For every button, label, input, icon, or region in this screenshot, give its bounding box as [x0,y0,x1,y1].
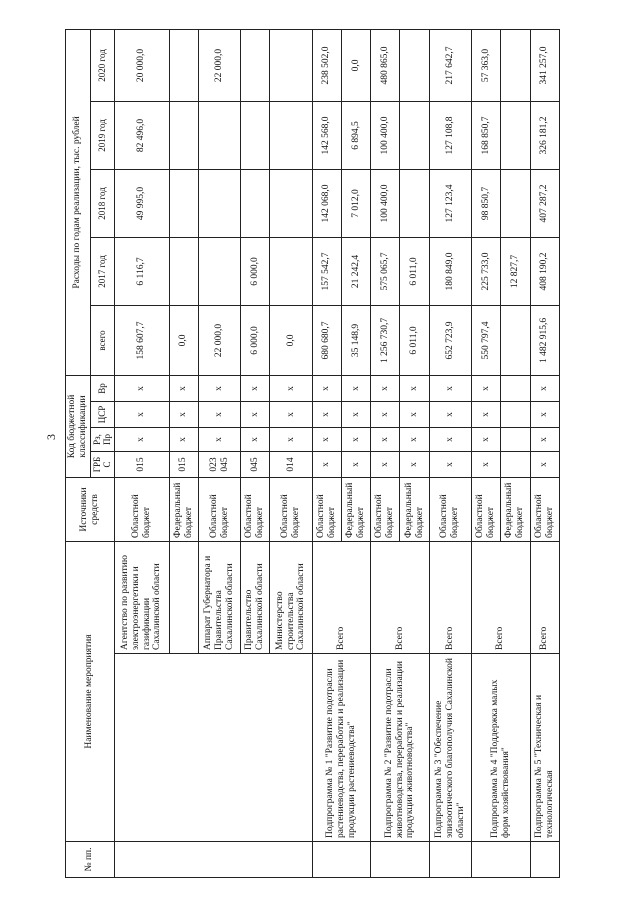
rzpr-cell: х [341,428,370,452]
year-2019-cell: 6 894,5 [341,101,370,169]
rzpr-cell: х [400,428,429,452]
source-cell: Областной бюджет [471,478,500,542]
csr-cell: х [341,402,370,428]
total-cell [501,305,530,375]
csr-cell: х [198,402,240,428]
budget-table-rotated [65,30,560,878]
year-2020-cell [270,29,312,101]
executor-cell: Агентство по развитию электроэнергетики и газификации Сахалинской области [114,542,169,654]
activity-name-cell: Подпрограмма № 4 "Поддержка малых форм хозяйствования" [471,654,530,842]
table-row [371,29,400,877]
year-2017-cell: 180 849,0 [429,237,471,305]
year-2017-cell: 575 065,7 [371,237,400,305]
csr-cell: х [371,402,400,428]
year-2019-cell [270,101,312,169]
total-cell: 22 000,0 [198,305,240,375]
year-2018-cell: 407 287,2 [530,169,559,237]
header-2017: 2017 год [90,237,114,305]
table-row [530,29,559,877]
executor-cell: Аппарат Губернатора и Правительства Сахалинской области [198,542,240,654]
vr-cell: х [198,375,240,401]
page-number: 3 [44,434,58,440]
vr-cell: х [270,375,312,401]
source-cell: Областной бюджет [429,478,471,542]
activity-name-cell: Подпрограмма № 5 "Техническая и технологическая [530,654,559,842]
grbs-cell: х [371,452,400,478]
csr-cell: х [312,402,341,428]
total-cell: 35 148,9 [341,305,370,375]
year-2019-cell [169,101,198,169]
year-2018-cell [270,169,312,237]
csr-cell [501,402,530,428]
activity-name-cell [114,654,312,842]
total-cell: 158 607,7 [114,305,169,375]
year-2017-cell: 12 827,7 [501,237,530,305]
year-2020-cell [169,29,198,101]
grbs-cell: 023 045 [198,452,240,478]
executor-cell: Всего [429,542,471,654]
rzpr-cell: х [198,428,240,452]
csr-cell: х [114,402,169,428]
total-cell: 1 482 915,6 [530,305,559,375]
grbs-cell: х [471,452,500,478]
grbs-cell: 015 [114,452,169,478]
vr-cell: х [114,375,169,401]
total-cell: 550 797,4 [471,305,500,375]
year-2019-cell: 82 496,0 [114,101,169,169]
grbs-cell: х [312,452,341,478]
executor-cell: Всего [530,542,559,654]
rzpr-cell: х [312,428,341,452]
year-2019-cell: 142 568,0 [312,101,341,169]
vr-cell: х [371,375,400,401]
grbs-cell: 045 [241,452,270,478]
executor-cell: Всего [471,542,530,654]
table-row [312,29,341,877]
year-2020-cell [501,29,530,101]
table-row [429,29,471,877]
year-2018-cell: 142 068,0 [312,169,341,237]
source-cell: Областной бюджет [241,478,270,542]
rzpr-cell [501,428,530,452]
year-2019-cell [241,101,270,169]
year-2019-cell: 168 850,7 [471,101,500,169]
year-2018-cell: 100 400,0 [371,169,400,237]
total-cell: 1 256 730,7 [371,305,400,375]
csr-cell: х [400,402,429,428]
year-2020-cell [241,29,270,101]
row-number-cell [371,842,430,878]
year-2018-cell: 98 850,7 [471,169,500,237]
grbs-cell [501,452,530,478]
vr-cell: х [530,375,559,401]
source-cell: Федеральный бюджет [501,478,530,542]
grbs-cell: х [429,452,471,478]
vr-cell: х [169,375,198,401]
header-kbk: Код бюджетной классификации [66,375,91,477]
total-cell: 6 011,0 [400,305,429,375]
rzpr-cell: х [471,428,500,452]
year-2020-cell: 238 502,0 [312,29,341,101]
year-2020-cell: 20 000,0 [114,29,169,101]
header-total: всего [90,305,114,375]
year-2018-cell [241,169,270,237]
vr-cell: х [341,375,370,401]
header-csr: ЦСР [90,402,114,428]
year-2017-cell: 6 011,0 [400,237,429,305]
year-2020-cell [400,29,429,101]
csr-cell: х [270,402,312,428]
total-cell: 0,0 [169,305,198,375]
year-2018-cell [400,169,429,237]
vr-cell [501,375,530,401]
year-2020-cell: 22 000,0 [198,29,240,101]
source-cell: Областной бюджет [270,478,312,542]
vr-cell: х [312,375,341,401]
source-cell: Федеральный бюджет [169,478,198,542]
activity-name-cell: Подпрограмма № 3 "Обеспечение эпизоотического благополучия Сахалинской области" [429,654,471,842]
header-grbs: ГРБ С [90,452,114,478]
grbs-cell: х [400,452,429,478]
year-2017-cell [169,237,198,305]
csr-cell: х [530,402,559,428]
activity-name-cell: Подпрограмма № 1 "Развитие подотрасли растениеводства, переработки и реализации продукции растениеводства" [312,654,371,842]
grbs-cell: 014 [270,452,312,478]
source-cell: Областной бюджет [371,478,400,542]
year-2018-cell [198,169,240,237]
budget-table [65,29,560,878]
header-2020: 2020 год [90,29,114,101]
vr-cell: х [429,375,471,401]
year-2018-cell [501,169,530,237]
year-2017-cell: 21 242,4 [341,237,370,305]
table-row [471,29,500,877]
grbs-cell: х [341,452,370,478]
header-rzpr: Рз, Пр [90,428,114,452]
year-2018-cell: 7 012,0 [341,169,370,237]
header-vr: Вр [90,375,114,401]
year-2018-cell [169,169,198,237]
source-cell: Областной бюджет [312,478,341,542]
year-2019-cell [501,101,530,169]
executor-cell: Всего [312,542,371,654]
total-cell: 6 000,0 [241,305,270,375]
row-number-cell [114,842,312,878]
rzpr-cell: х [429,428,471,452]
total-cell: 0,0 [270,305,312,375]
row-number-cell [471,842,530,878]
header-no: № пп. [66,842,115,878]
rzpr-cell: х [270,428,312,452]
year-2020-cell: 217 642,7 [429,29,471,101]
year-2017-cell: 408 190,2 [530,237,559,305]
csr-cell: х [241,402,270,428]
total-cell: 652 723,9 [429,305,471,375]
row-number-cell [530,842,559,878]
header-sources: Источники средств [66,478,115,542]
source-cell: Федеральный бюджет [341,478,370,542]
vr-cell: х [400,375,429,401]
rzpr-cell: х [371,428,400,452]
year-2019-cell [400,101,429,169]
rzpr-cell: х [169,428,198,452]
source-cell: Областной бюджет [198,478,240,542]
year-2020-cell: 341 257,0 [530,29,559,101]
executor-cell: Правительство Сахалинской области [241,542,270,654]
header-spending: Расходы по годам реализации, тыс. рублей [66,29,91,375]
year-2018-cell: 127 123,4 [429,169,471,237]
year-2017-cell: 157 542,7 [312,237,341,305]
vr-cell: х [241,375,270,401]
header-2019: 2019 год [90,101,114,169]
rzpr-cell: х [114,428,169,452]
grbs-cell: х [530,452,559,478]
header-2018: 2018 год [90,169,114,237]
executor-cell: Всего [371,542,430,654]
header-name: Наименование мероприятия [66,542,115,842]
year-2019-cell: 100 400,0 [371,101,400,169]
year-2017-cell [198,237,240,305]
row-number-cell [312,842,371,878]
csr-cell: х [471,402,500,428]
csr-cell: х [429,402,471,428]
grbs-cell: 015 [169,452,198,478]
year-2019-cell: 326 181,2 [530,101,559,169]
year-2017-cell: 225 733,0 [471,237,500,305]
row-number-cell [429,842,471,878]
executor-cell: Министерство строительства Сахалинской области [270,542,312,654]
rzpr-cell: х [530,428,559,452]
source-cell: Областной бюджет [114,478,169,542]
year-2020-cell: 480 865,0 [371,29,400,101]
year-2017-cell: 6 000,0 [241,237,270,305]
table-body [114,29,559,877]
year-2019-cell [198,101,240,169]
year-2018-cell: 49 995,0 [114,169,169,237]
table-row [114,29,169,877]
rzpr-cell: х [241,428,270,452]
executor-cell [169,542,198,654]
source-cell: Областной бюджет [530,478,559,542]
activity-name-cell: Подпрограмма № 2 "Развитие подотрасли животноводства, переработки и реализации продукции животноводства" [371,654,430,842]
source-cell: Федеральный бюджет [400,478,429,542]
year-2017-cell: 6 116,7 [114,237,169,305]
year-2019-cell: 127 108,8 [429,101,471,169]
csr-cell: х [169,402,198,428]
vr-cell: х [471,375,500,401]
year-2017-cell [270,237,312,305]
year-2020-cell: 57 363,0 [471,29,500,101]
total-cell: 680 680,7 [312,305,341,375]
year-2020-cell: 0,0 [341,29,370,101]
